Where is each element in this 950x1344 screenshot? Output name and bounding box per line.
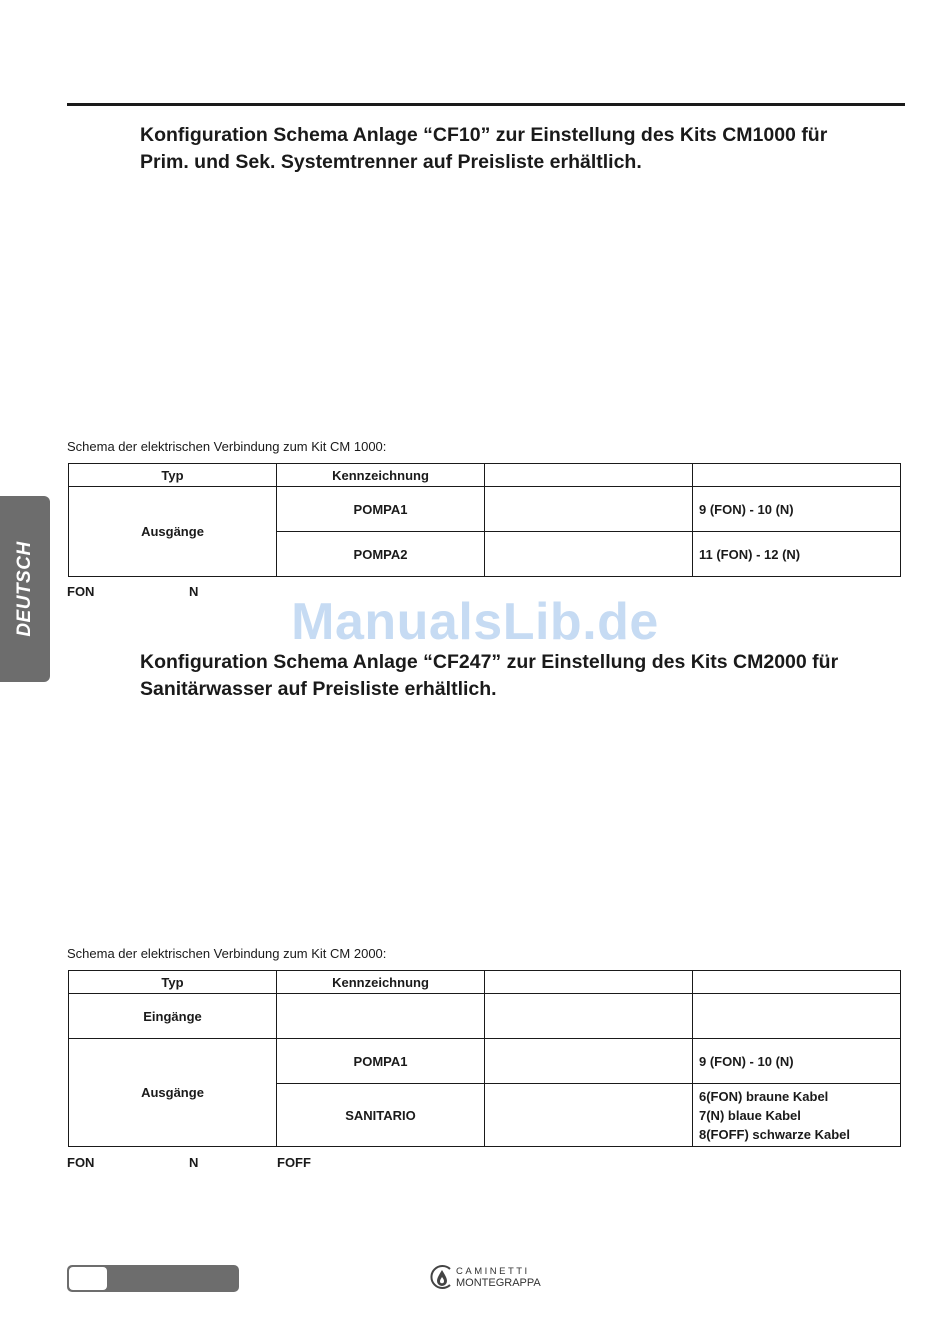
language-side-tab	[0, 496, 50, 682]
table-header-row	[69, 971, 901, 994]
cell-kennzeichnung: POMPA1	[277, 487, 485, 532]
section1-heading	[140, 122, 900, 176]
cell-empty	[693, 994, 901, 1039]
terminal-line: 8(FOFF) schwarze Kabel	[699, 1126, 850, 1142]
cell-terminals: 11 (FON) - 12 (N)	[693, 532, 901, 577]
cell-col3	[485, 487, 693, 532]
group-label-ausgaenge: Ausgänge	[69, 487, 277, 577]
language-label: DEUTSCH	[14, 541, 35, 637]
group-label-eingaenge: Eingänge	[69, 994, 277, 1039]
legend-fon: FON	[67, 584, 95, 599]
section1-caption: Schema der elektrischen Verbindung zum Kit CM 1000:	[67, 439, 387, 454]
terminal-line: 6(FON) braune Kabel	[699, 1088, 829, 1104]
top-rule	[67, 103, 905, 106]
table-header-row	[69, 464, 901, 487]
header-col4	[693, 971, 901, 994]
legend-fon: FON	[67, 1155, 95, 1170]
legend-foff: FOFF	[277, 1155, 311, 1170]
header-kennzeichnung: Kennzeichnung	[277, 971, 485, 994]
section2-heading	[140, 649, 900, 703]
section2-heading-line2: Sanitärwasser auf Preisliste erhältlich.	[140, 678, 497, 700]
cell-terminals	[693, 1084, 901, 1147]
header-typ: Typ	[69, 464, 277, 487]
cell-col3	[485, 532, 693, 577]
section2-heading-line1: Konfiguration Schema Anlage “CF247” zur Einstellung des Kits CM2000 für	[140, 651, 839, 673]
logo-text-montegrappa: MONTEGRAPPA	[456, 1277, 541, 1289]
section1-heading-line2: Prim. und Sek. Systemtrenner auf Preisliste erhältlich.	[140, 151, 642, 173]
header-col4	[693, 464, 901, 487]
cell-kennzeichnung: POMPA1	[277, 1039, 485, 1084]
page-number	[69, 1267, 107, 1290]
terminal-line: 7(N) blaue Kabel	[699, 1107, 801, 1123]
group-label-ausgaenge: Ausgänge	[69, 1039, 277, 1147]
watermark: ManualsLib.de	[291, 593, 659, 651]
section1-heading-line1: Konfiguration Schema Anlage “CF10” zur Einstellung des Kits CM1000 für	[140, 124, 828, 146]
header-col3	[485, 971, 693, 994]
table-row	[69, 487, 901, 532]
section1-connection-table	[68, 463, 901, 577]
brand-logo	[429, 1264, 549, 1294]
cell-kennzeichnung: POMPA2	[277, 532, 485, 577]
logo-text-caminetti: CAMINETTI	[456, 1266, 530, 1277]
header-kennzeichnung: Kennzeichnung	[277, 464, 485, 487]
cell-terminals: 9 (FON) - 10 (N)	[693, 487, 901, 532]
cell-empty	[485, 994, 693, 1039]
table-row	[69, 994, 901, 1039]
footer-page-box	[67, 1265, 239, 1292]
section2-connection-table	[68, 970, 901, 1147]
section2-caption: Schema der elektrischen Verbindung zum Kit CM 2000:	[67, 946, 387, 961]
cell-empty	[277, 994, 485, 1039]
cell-terminals: 9 (FON) - 10 (N)	[693, 1039, 901, 1084]
legend-n: N	[189, 1155, 199, 1170]
header-typ: Typ	[69, 971, 277, 994]
header-col3	[485, 464, 693, 487]
flame-logo-icon	[429, 1264, 455, 1290]
legend-n: N	[189, 584, 199, 599]
cell-kennzeichnung: SANITARIO	[277, 1084, 485, 1147]
table-row	[69, 1039, 901, 1084]
cell-col3	[485, 1084, 693, 1147]
cell-col3	[485, 1039, 693, 1084]
